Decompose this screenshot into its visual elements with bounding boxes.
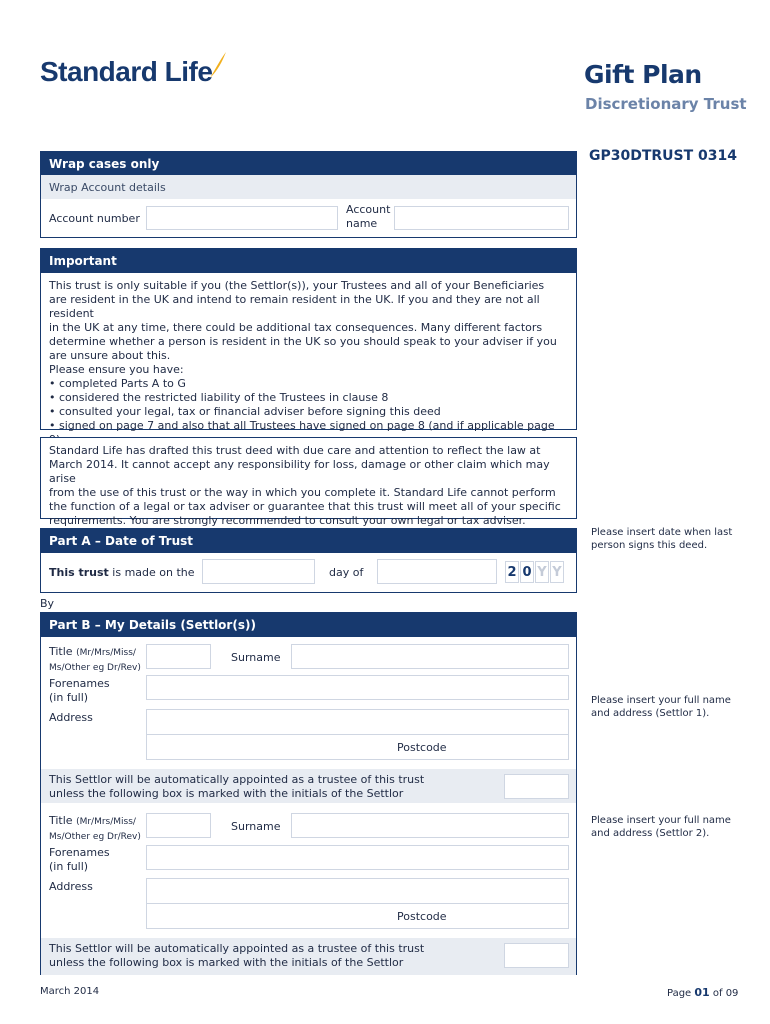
surname-label: Surname [231,651,281,664]
disclaimer-line: requirements. You are strongly recommended to consult your own legal or tax adviser. [49,514,526,527]
settlor1-title-field[interactable] [146,644,211,669]
checklist-item: • considered the restricted liability of the Trustees in clause 8 [49,391,568,405]
document-subtitle: Discretionary Trust [585,95,747,113]
wrap-heading: Wrap cases only [41,152,576,175]
important-line: This trust is only suitable if you (the Settlor(s)), your Trustees and all of your Beneficiaries [49,279,545,292]
settlor2-surname-field[interactable] [291,813,569,838]
settlor2-title-field[interactable] [146,813,211,838]
checklist-item: • completed Parts A to G [49,377,568,391]
checklist-item: • signed on page 7 and also that all Trustees have signed on page 8 (and if applicable page [49,419,568,447]
part-a-note: Please insert date when last person signs this deed. [591,527,733,551]
part-a-section [40,528,577,593]
part-a-heading: Part A – Date of Trust [41,529,576,553]
settlor2-address-field[interactable] [146,878,569,904]
title-label: Title (Mr/Mrs/Miss/ Ms/Other eg Dr/Rev) [49,814,141,842]
year-input-y1[interactable]: Y [535,561,549,583]
title-label: Title (Mr/Mrs/Miss/ Ms/Other eg Dr/Rev) [49,645,141,673]
settlor1-address-line2-field[interactable] [146,734,569,760]
account-number-field[interactable] [146,206,338,230]
document-code: GP30DTRUST 0314 [589,148,738,164]
postcode-label: Postcode [397,910,447,923]
wrap-section [40,151,577,238]
disclaimer-line: from the use of this trust or the way in which you complete it. Standard Life cannot perform [49,486,556,499]
account-name-label: Account name [346,203,391,230]
settlor1-note: Please insert your full name and address (Settlor 1). [591,695,731,719]
important-section [40,248,577,430]
important-line: are resident in the UK and intend to remain resident in the UK. If you and they are not all resident [49,293,540,320]
important-line: Please ensure you have: [49,363,184,376]
settlor2-trustee-note: This Settlor will be automatically appointed as a trustee of this trust unless the following box is marked with the initials of the Settlor [49,942,425,969]
logo-flame-icon [206,50,228,80]
settlor2-note: Please insert your full name and address (Settlor 2). [591,815,731,839]
surname-label: Surname [231,820,281,833]
disclaimer-line: Standard Life has drafted this trust deed with due care and attention to reflect the law at [49,444,541,457]
page-number: Page 01 of 09 [667,986,739,999]
account-number-label: Account number [49,212,140,225]
footer-date: March 2014 [40,986,100,997]
year-input-y2[interactable]: Y [550,561,564,583]
disclaimer-section [40,437,577,527]
made-on-label: This trust is made on the [49,566,195,579]
disclaimer-line: the function of a legal or tax adviser or guarantee that this trust will meet all of your specific [49,500,561,513]
settlor2-forenames-field[interactable] [146,845,569,870]
day-of-label: day of [329,566,364,579]
important-body [41,273,576,453]
disclaimer-line: March 2014. It cannot accept any responsibility for loss, damage or other claim which may arise [49,458,550,485]
document-title: Gift Plan [584,60,702,89]
important-line: determine whether a person is resident in the UK so you should speak to your adviser if you [49,335,557,348]
trust-month-field[interactable] [377,559,497,584]
forenames-label: Forenames (in full) [49,677,110,704]
disclaimer-body [41,438,576,534]
part-b-section [40,612,577,975]
by-label: By [40,597,55,610]
part-b-heading: Part B – My Details (Settlor(s)) [41,613,576,637]
settlor2-initials-field[interactable] [504,943,569,968]
address-label: Address [49,880,93,893]
forenames-label: Forenames (in full) [49,846,110,873]
logo-text: Standard Life [40,56,213,87]
year-digit-0: 0 [520,561,534,583]
checklist-item: • consulted your legal, tax or financial adviser before signing this deed [49,405,568,419]
settlor1-address-field[interactable] [146,709,569,735]
postcode-label: Postcode [397,741,447,754]
important-line: are unsure about this. [49,349,171,362]
important-line: in the UK at any time, there could be additional tax consequences. Many different factors [49,321,543,334]
trust-day-field[interactable] [202,559,315,584]
year-digit-2: 2 [505,561,519,583]
standard-life-logo [40,56,228,88]
wrap-subheading: Wrap Account details [41,175,576,199]
settlor1-surname-field[interactable] [291,644,569,669]
account-name-field[interactable] [394,206,569,230]
settlor1-trustee-note: This Settlor will be automatically appointed as a trustee of this trust unless the following box is marked with the initials of the Settlor [49,773,425,800]
address-label: Address [49,711,93,724]
settlor1-initials-field[interactable] [504,774,569,799]
settlor1-forenames-field[interactable] [146,675,569,700]
important-heading: Important [41,249,576,273]
settlor2-address-line2-field[interactable] [146,903,569,929]
